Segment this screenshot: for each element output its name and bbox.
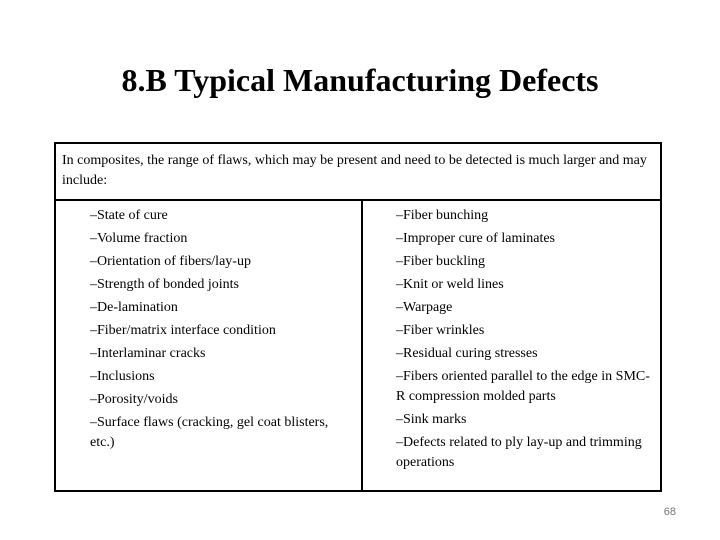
list-item: –Improper cure of laminates bbox=[396, 231, 555, 246]
right-defect-list bbox=[396, 206, 658, 476]
intro-text: In composites, the range of flaws, which may be present and need to be detected is much larger and may include: bbox=[56, 144, 660, 201]
column-divider bbox=[361, 201, 363, 492]
list-item: –Warpage bbox=[396, 300, 453, 315]
list-item: –Fibers oriented parallel to the edge in SMC-R compression molded parts bbox=[396, 369, 650, 404]
list-item: –Fiber wrinkles bbox=[396, 323, 485, 338]
list-item: –Volume fraction bbox=[90, 231, 188, 246]
list-item: –State of cure bbox=[90, 208, 168, 223]
list-item: –Fiber bunching bbox=[396, 208, 489, 223]
list-item: –Interlaminar cracks bbox=[90, 346, 206, 361]
defects-table bbox=[54, 142, 662, 492]
list-item: –Fiber/matrix interface condition bbox=[90, 323, 276, 338]
list-item: –Strength of bonded joints bbox=[90, 277, 239, 292]
list-item: –Residual curing stresses bbox=[396, 346, 538, 361]
list-item: –Surface flaws (cracking, gel coat blisters, etc.) bbox=[90, 415, 329, 450]
list-item: –Knit or weld lines bbox=[396, 277, 504, 292]
list-item: –Porosity/voids bbox=[90, 392, 178, 407]
list-item: –Fiber buckling bbox=[396, 254, 486, 269]
page-number: 68 bbox=[663, 506, 676, 518]
left-defect-list bbox=[90, 206, 340, 456]
list-item: –Defects related to ply lay-up and trimming operations bbox=[396, 435, 642, 470]
list-item: –Orientation of fibers/lay-up bbox=[90, 254, 251, 269]
list-item: –Inclusions bbox=[90, 369, 155, 384]
list-item: –Sink marks bbox=[396, 412, 467, 427]
slide-title: 8.B Typical Manufacturing Defects bbox=[121, 62, 599, 98]
list-item: –De-lamination bbox=[90, 300, 178, 315]
